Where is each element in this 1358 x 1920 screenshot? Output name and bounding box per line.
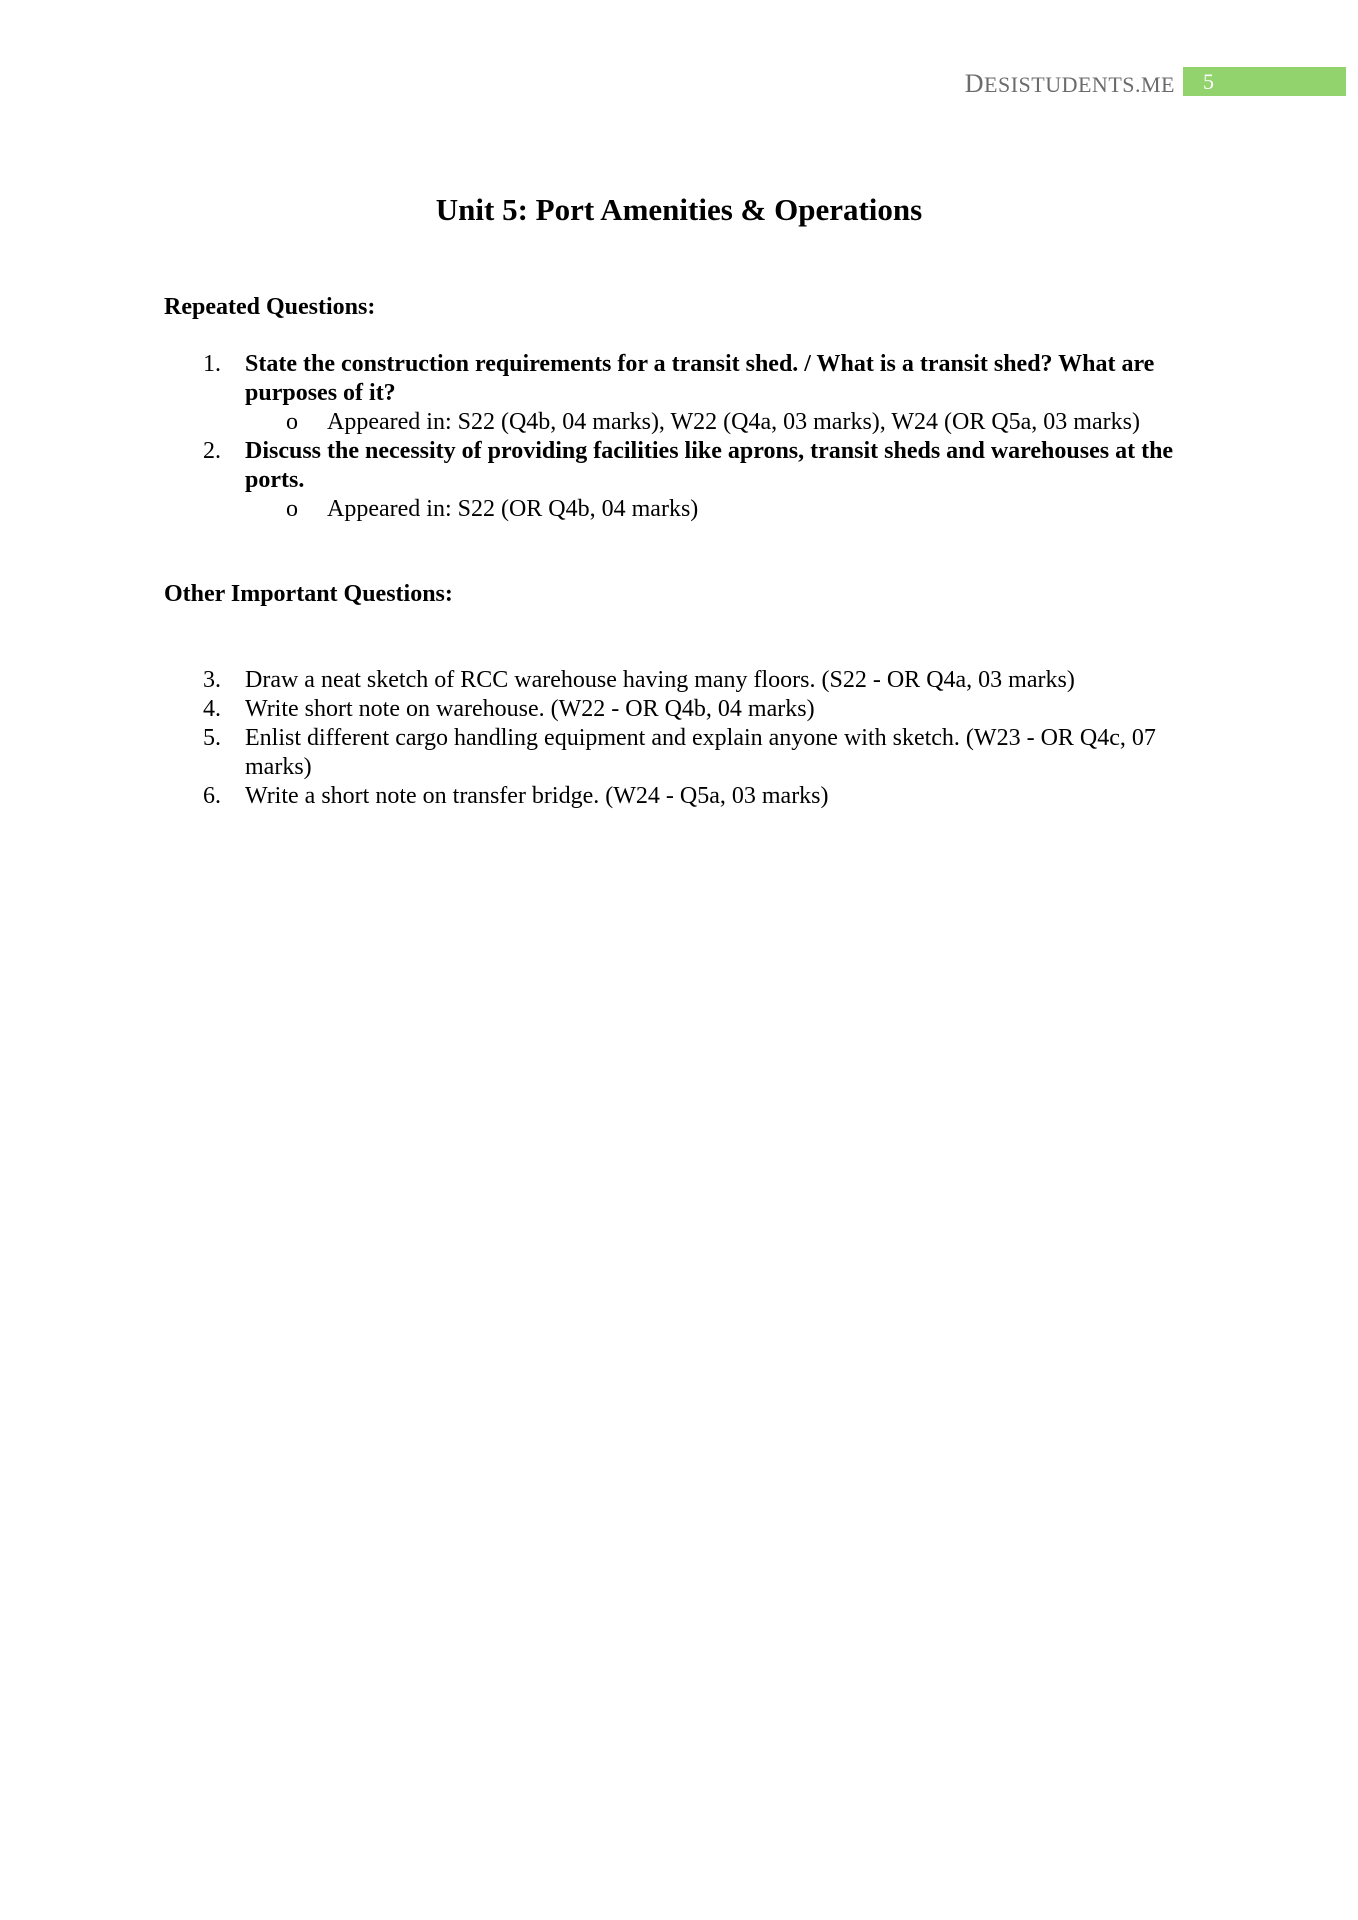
- appeared-in-line: [164, 408, 1174, 437]
- other-questions-heading: Other Important Questions:: [164, 581, 453, 607]
- question-text: Write short note on warehouse. (W22 - OR Q4b, 04 marks): [245, 696, 815, 722]
- header-brand: [965, 69, 1175, 99]
- appeared-in-text: Appeared in: S22 (OR Q4b, 04 marks): [327, 496, 699, 522]
- question-number: 1.: [203, 351, 221, 377]
- bullet-icon: o: [286, 409, 298, 435]
- question-text: State the construction requirements for a transit shed. / What is a transit shed? What are purposes of it?: [245, 351, 1155, 406]
- brand-rest: ESISTUDENTS.ME: [984, 72, 1175, 97]
- question-number: 5.: [203, 725, 221, 751]
- page-number: 5: [1183, 67, 1346, 96]
- repeated-questions-list: [164, 350, 1174, 524]
- appeared-in-text: Appeared in: S22 (Q4b, 04 marks), W22 (Q4a, 03 marks), W24 (OR Q5a, 03 marks): [327, 409, 1140, 435]
- list-item: [164, 695, 1174, 724]
- question-number: 3.: [203, 667, 221, 693]
- page-title: Unit 5: Port Amenities & Operations: [435, 192, 923, 227]
- question-number: 4.: [203, 696, 221, 722]
- question-text: Draw a neat sketch of RCC warehouse having many floors. (S22 - OR Q4a, 03 marks): [245, 667, 1075, 693]
- question-text: Write a short note on transfer bridge. (W24 - Q5a, 03 marks): [245, 783, 829, 809]
- appeared-in-line: [164, 495, 1174, 524]
- question-text: Enlist different cargo handling equipment and explain anyone with sketch. (W23 - OR Q4c, 07 marks): [245, 725, 1156, 780]
- question-number: 2.: [203, 438, 221, 464]
- list-item: [164, 437, 1174, 524]
- question-number: 6.: [203, 783, 221, 809]
- question-text: Discuss the necessity of providing facilities like aprons, transit sheds and warehouses at the ports.: [245, 438, 1174, 493]
- list-item: [164, 724, 1174, 782]
- repeated-questions-heading: Repeated Questions:: [164, 294, 376, 320]
- list-item: [164, 350, 1174, 437]
- other-questions-list: [164, 666, 1174, 811]
- brand-initial: D: [964, 69, 985, 98]
- list-item: [164, 782, 1174, 811]
- bullet-icon: o: [286, 496, 298, 522]
- list-item: [164, 666, 1174, 695]
